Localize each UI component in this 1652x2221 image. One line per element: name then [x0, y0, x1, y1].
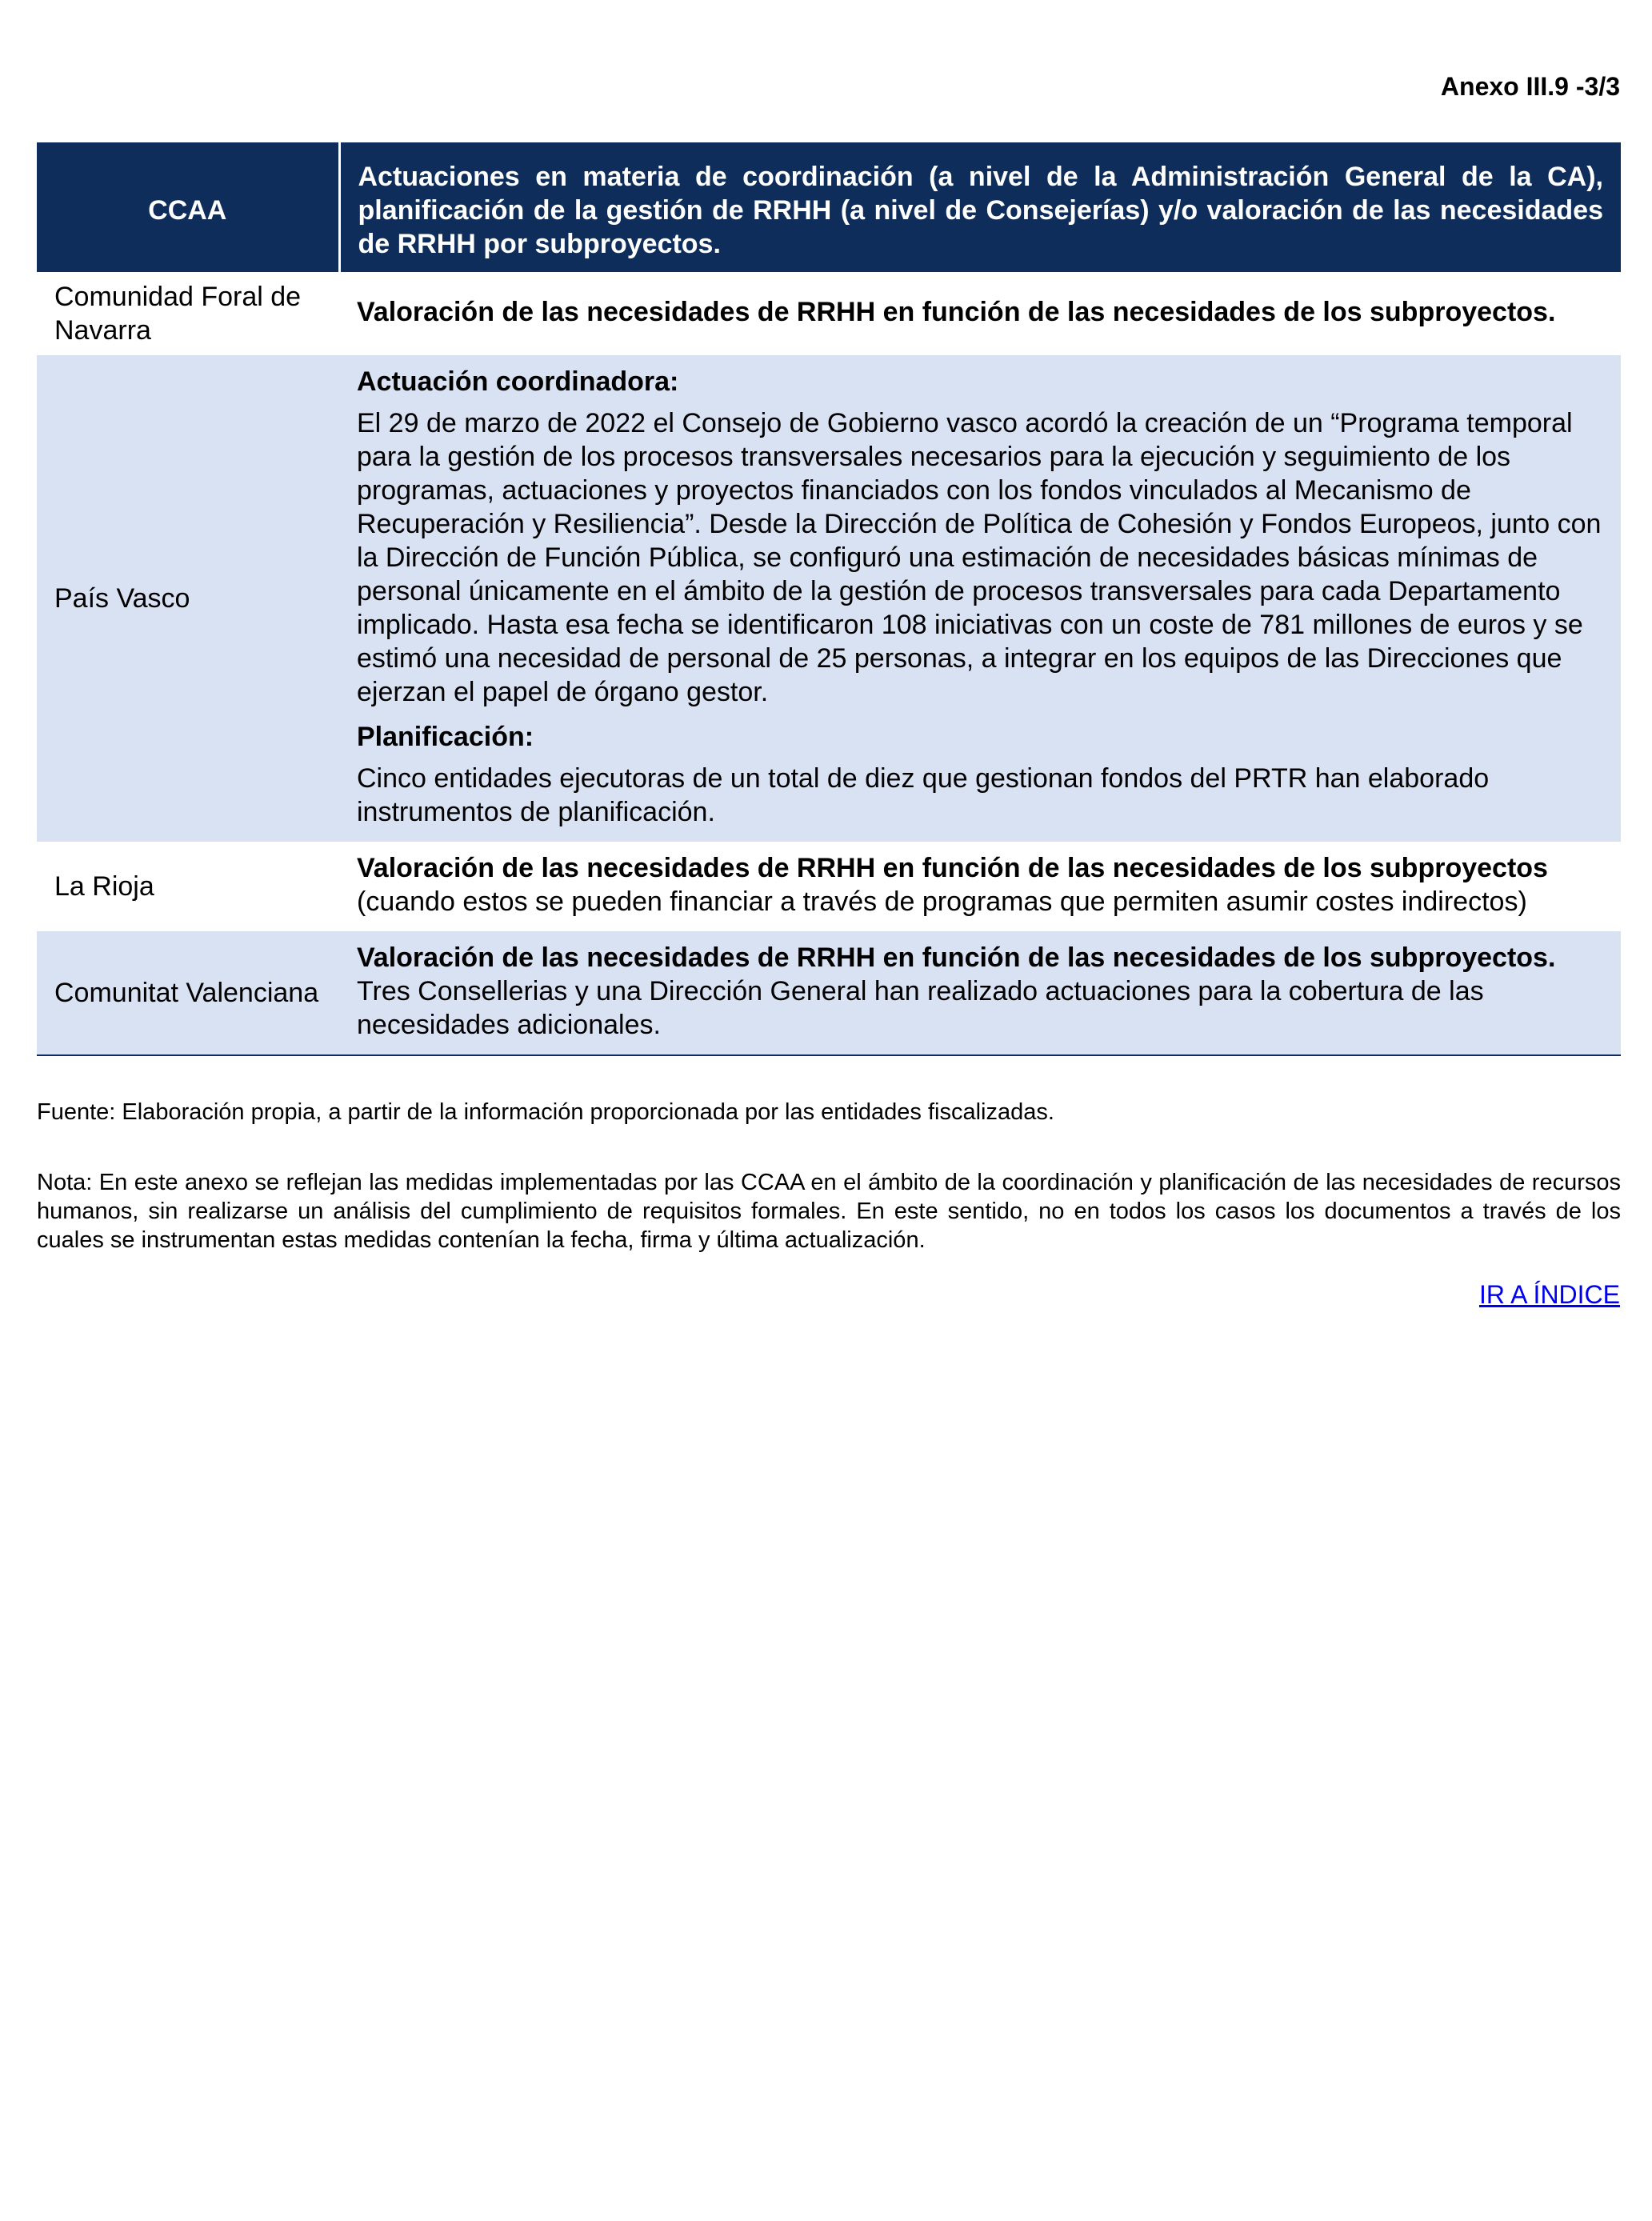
table-row-navarra — [37, 272, 1621, 355]
actuacion-coordinadora-text: El 29 de marzo de 2022 el Consejo de Gobierno vasco acordó la creación de un “Programa temporal para la gestión de los procesos transversales necesarios para la ejecución y seguimiento de los programas, actuaciones y proyectos financiados con los fondos vinculados al Mecanismo de Recuperación y Resiliencia”. Desde la Dirección de Política de Cohesión y Fondos Europeos, junto con la Dirección de Función Pública, se configuró una estimación de necesidades básicas mínimas de personal únicamente en el ámbito de la gestión de procesos transversales para cada Departamento implicado. Hasta esa fecha se identificaron 108 iniciativas con un coste de 781 millones de euros y se estimó una necesidad de personal de 25 personas, a integrar en los equipos de las Direcciones que ejerzan el papel de órgano gestor. — [357, 408, 1602, 707]
planificacion-title: Planificación: — [357, 722, 534, 752]
ccaa-cell: La Rioja — [54, 871, 154, 902]
header-actuaciones: Actuaciones en materia de coordinación (a nivel de la Administración General de la CA), planificación de la gestión de RRHH (a nivel de Consejerías) y/o valoración de las necesidades de RRHH por subproyectos. — [339, 142, 1621, 272]
actuacion-coordinadora-title: Actuación coordinadora: — [357, 366, 679, 397]
table-row-la-rioja — [37, 842, 1621, 931]
valoracion-detail: (cuando estos se pueden financiar a través de programas que permiten asumir costes indirectos) — [357, 886, 1527, 917]
actuaciones-cell — [339, 842, 1621, 931]
actuaciones-cell — [339, 272, 1621, 355]
ccaa-cell: Comunidad Foral de Navarra — [54, 282, 302, 346]
valoracion-text: Valoración de las necesidades de RRHH en función de las necesidades de los subproyectos. — [357, 297, 1556, 327]
actuaciones-cell — [339, 355, 1621, 842]
valoracion-text: Valoración de las necesidades de RRHH en función de las necesidades de los subproyectos. — [357, 942, 1556, 973]
source-note: Fuente: Elaboración propia, a partir de la información proporcionada por las entidades fiscalizadas. — [37, 1099, 1054, 1125]
table-header-row — [37, 142, 1621, 272]
annex-table — [37, 142, 1621, 1056]
table-row-comunitat-valenciana — [37, 931, 1621, 1055]
header-ccaa: CCAA — [37, 142, 339, 272]
valoracion-detail: Tres Consellerias y una Dirección General han realizado actuaciones para la cobertura de las necesidades adicionales. — [357, 976, 1484, 1040]
ccaa-cell: País Vasco — [37, 355, 339, 842]
page-label: Anexo III.9 -3/3 — [1440, 72, 1620, 101]
go-to-index-link[interactable]: IR A ÍNDICE — [1478, 1280, 1620, 1309]
actuaciones-cell — [339, 931, 1621, 1055]
valoracion-text: Valoración de las necesidades de RRHH en función de las necesidades de los subproyectos — [357, 853, 1548, 883]
ccaa-cell: Comunitat Valenciana — [37, 931, 339, 1055]
planificacion-text: Cinco entidades ejecutoras de un total de diez que gestionan fondos del PRTR han elaborado instrumentos de planificación. — [357, 763, 1490, 827]
table-row-pais-vasco — [37, 355, 1621, 842]
footnote: Nota: En este anexo se reflejan las medidas implementadas por las CCAA en el ámbito de la coordinación y planificación de las necesidades de recursos humanos, sin realizarse un análisis del cumplimiento de requisitos formales. En este sentido, no en todos los casos los documentos a través de los cuales se instrumentan estas medidas contenían la fecha, firma y última actualización. — [37, 1170, 1621, 1253]
